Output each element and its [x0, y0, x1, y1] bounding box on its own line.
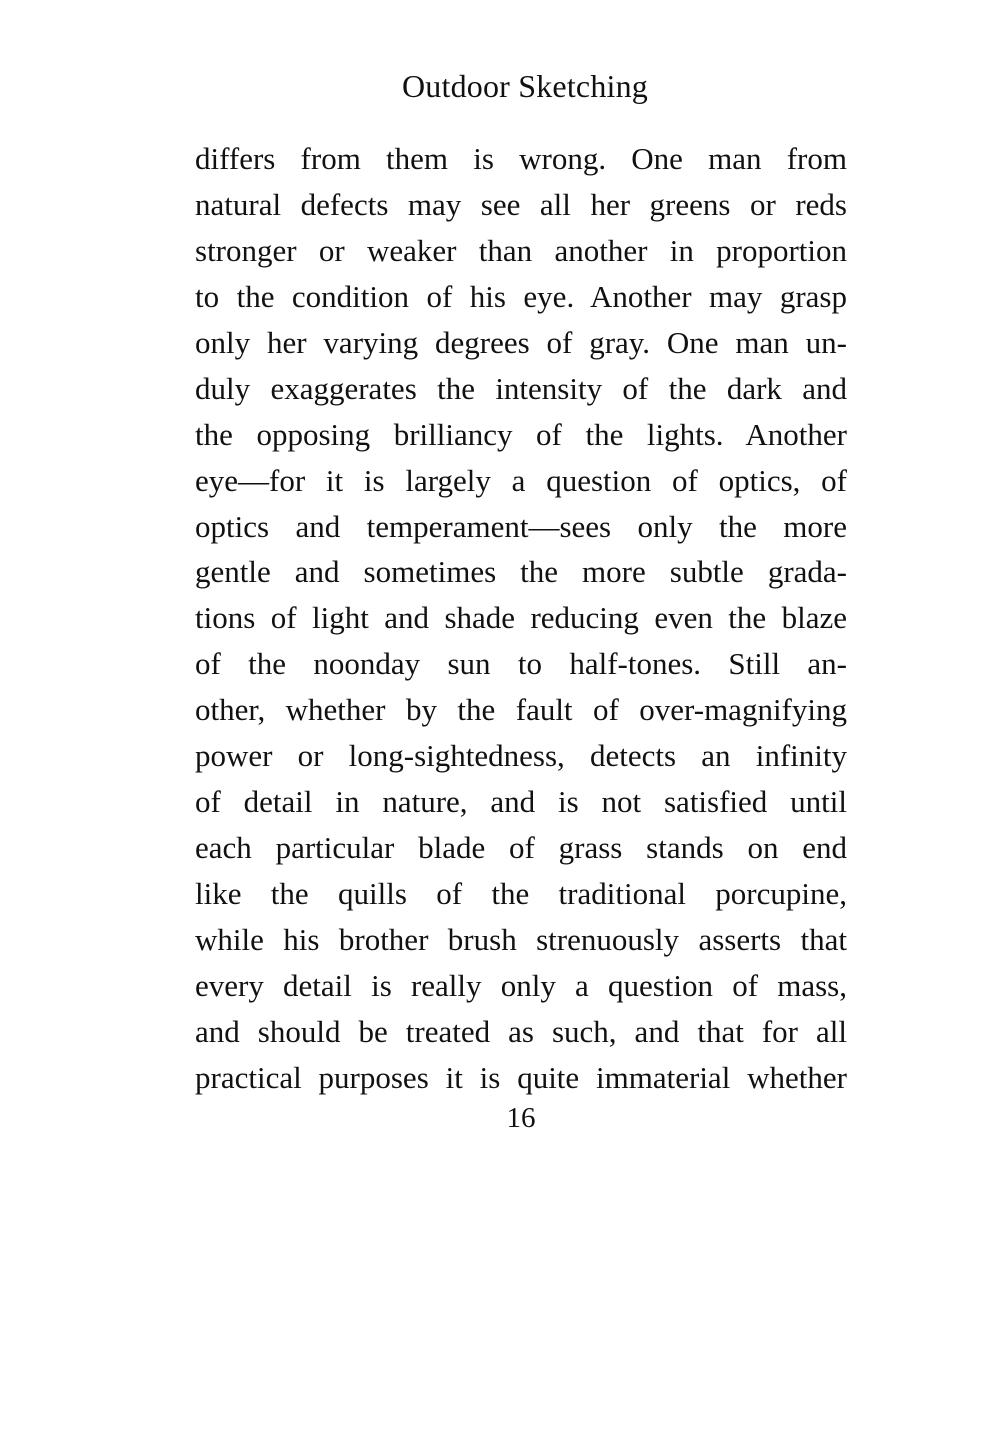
text-line: power or long-sightedness, detects an infinity [195, 738, 847, 774]
text-line: each particular blade of grass stands on end [195, 830, 847, 866]
text-line: practical purposes it is quite immaterial whether [195, 1059, 847, 1095]
text-line: of the noonday sun to half-tones. Still an- [195, 646, 847, 682]
text-line: only her varying degrees of gray. One man un- [195, 324, 847, 360]
text-line: like the quills of the traditional porcupine, [195, 876, 847, 911]
text-line: the opposing brilliancy of the lights. Another [195, 416, 847, 452]
text-line: and should be treated as such, and that for all [195, 1013, 847, 1049]
text-line: while his brother brush strenuously asserts that [195, 921, 847, 957]
text-line: to the condition of his eye. Another may grasp [195, 278, 847, 314]
text-line: stronger or weaker than another in proportion [195, 232, 847, 268]
body-text [195, 136, 847, 1101]
text-line: duly exaggerates the intensity of the dark and [195, 370, 847, 406]
text-line: natural defects may see all her greens or reds [195, 186, 847, 222]
text-line: other, whether by the fault of over-magnifying [195, 692, 847, 728]
text-line: of detail in nature, and is not satisfied until [195, 784, 847, 820]
text-line: every detail is really only a question of mass, [195, 967, 847, 1003]
running-head: Outdoor Sketching [401, 68, 649, 104]
text-line: tions of light and shade reducing even the blaze [195, 600, 847, 636]
text-line: eye—for it is largely a question of optics, of [195, 462, 847, 498]
text-line: differs from them is wrong. One man from [195, 141, 847, 176]
text-line: gentle and sometimes the more subtle grada- [195, 554, 847, 590]
page-number: 16 [506, 1102, 536, 1134]
text-line: optics and temperament—sees only the more [195, 508, 847, 544]
